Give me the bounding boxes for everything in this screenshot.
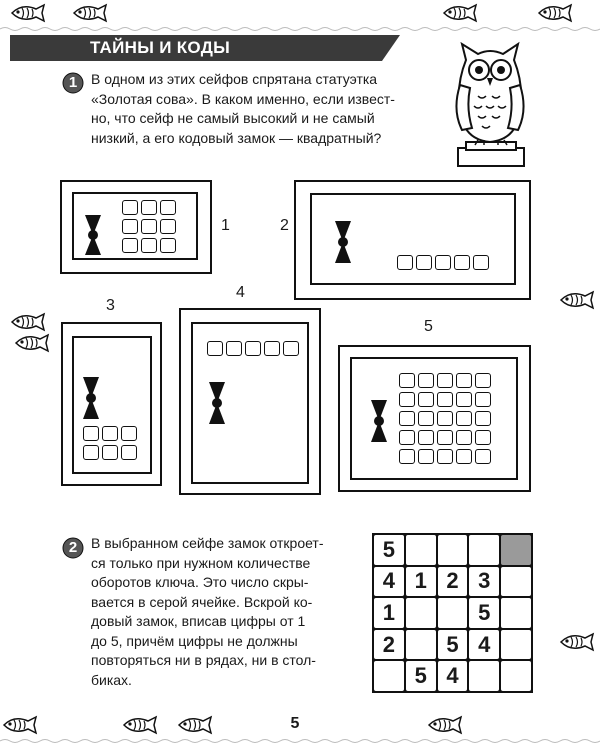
- text-line: оборотов ключа. Это число скры-: [91, 574, 309, 590]
- text-line: повторяться ни в рядах, ни в стол-: [91, 652, 316, 668]
- safe-label: 5: [424, 318, 433, 335]
- lock-cell: [435, 255, 451, 270]
- text-line: довый замок, вписав цифры от 1: [91, 613, 306, 629]
- text-line: вается в серой ячейке. Вскрой ко-: [91, 593, 313, 610]
- lock-cell: [475, 411, 491, 426]
- lock-cell: [456, 449, 472, 464]
- lock-cell: [418, 392, 434, 407]
- lock-cell: [122, 200, 138, 215]
- code-lock-grid: [372, 533, 533, 693]
- grid-cell[interactable]: 5: [438, 630, 468, 660]
- gray-cell[interactable]: [501, 535, 531, 565]
- task-number-badge: [62, 72, 84, 94]
- lock-cell: [121, 426, 137, 441]
- grid-cell[interactable]: 1: [374, 598, 404, 628]
- section-title-banner: [10, 35, 400, 61]
- lock-cell: [160, 200, 176, 215]
- lock-cell: [399, 449, 415, 464]
- lock-cell: [456, 392, 472, 407]
- text-line: В выбранном сейфе замок откроет-: [91, 535, 324, 551]
- lock-cell: [399, 392, 415, 407]
- lock-cell: [122, 238, 138, 253]
- lock-cell: [456, 373, 472, 388]
- grid-cell[interactable]: [501, 661, 531, 691]
- page-number: 5: [290, 715, 300, 732]
- lock-cell: [454, 255, 470, 270]
- text-line: до 5, причём цифры не должны: [91, 632, 298, 649]
- lock-cell: [397, 255, 413, 270]
- fish-decoration-icon: [440, 3, 480, 23]
- fish-decoration-icon: [175, 715, 215, 735]
- grid-cell[interactable]: [469, 661, 499, 691]
- grid-cell[interactable]: 4: [374, 567, 404, 597]
- wave-border-bottom: [0, 738, 600, 744]
- keyhole-icon: [334, 220, 352, 264]
- lock-cell: [102, 445, 118, 460]
- lock-cell: [475, 430, 491, 445]
- grid-cell[interactable]: 2: [438, 567, 468, 597]
- fish-decoration-icon: [12, 333, 52, 353]
- grid-cell[interactable]: [374, 661, 404, 691]
- text-line: но, что сейф не самый высокий и не самый: [91, 110, 375, 126]
- grid-cell[interactable]: 1: [406, 567, 436, 597]
- fish-decoration-icon: [557, 290, 597, 310]
- keyhole-icon: [84, 214, 102, 256]
- lock-cell: [245, 341, 261, 356]
- safe-label: 4: [236, 284, 245, 301]
- grid-cell[interactable]: [501, 598, 531, 628]
- grid-cell[interactable]: 3: [469, 567, 499, 597]
- grid-cell[interactable]: [501, 630, 531, 660]
- lock-cell: [121, 445, 137, 460]
- text-line: низкий, а его кодовый замок — квадратный?: [91, 129, 382, 146]
- task-number: 2: [68, 539, 78, 556]
- lock-cell: [399, 430, 415, 445]
- keyhole-icon: [370, 399, 388, 443]
- task-number: 1: [68, 74, 78, 91]
- grid-cell[interactable]: 4: [469, 630, 499, 660]
- safe-label: 2: [280, 217, 289, 234]
- keyhole-icon: [82, 376, 100, 420]
- lock-cell: [416, 255, 432, 270]
- lock-cell: [437, 392, 453, 407]
- lock-cell: [264, 341, 280, 356]
- grid-cell[interactable]: 5: [374, 535, 404, 565]
- owl-statuette-icon: [448, 40, 533, 170]
- lock-cell: [399, 373, 415, 388]
- lock-cell: [475, 449, 491, 464]
- text-line: биках.: [91, 671, 132, 688]
- grid-cell[interactable]: 4: [438, 661, 468, 691]
- lock-cell: [418, 411, 434, 426]
- grid-cell[interactable]: 5: [406, 661, 436, 691]
- wave-border-top: [0, 26, 600, 32]
- lock-cell: [141, 238, 157, 253]
- fish-decoration-icon: [120, 715, 160, 735]
- fish-decoration-icon: [535, 3, 575, 23]
- fish-decoration-icon: [0, 715, 40, 735]
- lock-cell: [399, 411, 415, 426]
- lock-cell: [456, 430, 472, 445]
- lock-cell: [475, 373, 491, 388]
- grid-cell[interactable]: [438, 535, 468, 565]
- fish-decoration-icon: [557, 632, 597, 652]
- lock-cell: [283, 341, 299, 356]
- grid-cell[interactable]: [501, 567, 531, 597]
- lock-cell: [83, 445, 99, 460]
- fish-decoration-icon: [8, 3, 48, 23]
- keyhole-icon: [208, 381, 226, 425]
- lock-cell: [83, 426, 99, 441]
- text-line: ся только при нужном количестве: [91, 554, 311, 571]
- task2-text: [91, 534, 353, 690]
- lock-cell: [437, 430, 453, 445]
- lock-cell: [102, 426, 118, 441]
- grid-cell[interactable]: [406, 630, 436, 660]
- task1-text: [91, 70, 423, 148]
- lock-cell: [437, 411, 453, 426]
- lock-cell: [418, 430, 434, 445]
- lock-cell: [160, 219, 176, 234]
- task-number-badge: [62, 537, 84, 559]
- lock-cell: [475, 392, 491, 407]
- lock-cell: [141, 219, 157, 234]
- fish-decoration-icon: [70, 3, 110, 23]
- grid-cell[interactable]: 2: [374, 630, 404, 660]
- lock-cell: [437, 449, 453, 464]
- grid-cell[interactable]: [469, 535, 499, 565]
- safe-label: 3: [106, 297, 115, 314]
- lock-cell: [122, 219, 138, 234]
- lock-cell: [418, 373, 434, 388]
- fish-decoration-icon: [425, 715, 465, 735]
- fish-decoration-icon: [8, 312, 48, 332]
- lock-cell: [141, 200, 157, 215]
- section-title: ТАЙНЫ И КОДЫ: [89, 38, 231, 57]
- grid-cell[interactable]: [438, 598, 468, 628]
- lock-cell: [456, 411, 472, 426]
- grid-cell[interactable]: [406, 598, 436, 628]
- text-line: «Золотая сова». В каком именно, если извест-: [91, 90, 395, 107]
- safe-label: 1: [221, 217, 230, 234]
- lock-cell: [437, 373, 453, 388]
- lock-cell: [160, 238, 176, 253]
- grid-cell[interactable]: [406, 535, 436, 565]
- lock-cell: [473, 255, 489, 270]
- lock-cell: [418, 449, 434, 464]
- text-line: В одном из этих сейфов спрятана статуэтка: [91, 71, 378, 87]
- lock-cell: [207, 341, 223, 356]
- lock-cell: [226, 341, 242, 356]
- grid-cell[interactable]: 5: [469, 598, 499, 628]
